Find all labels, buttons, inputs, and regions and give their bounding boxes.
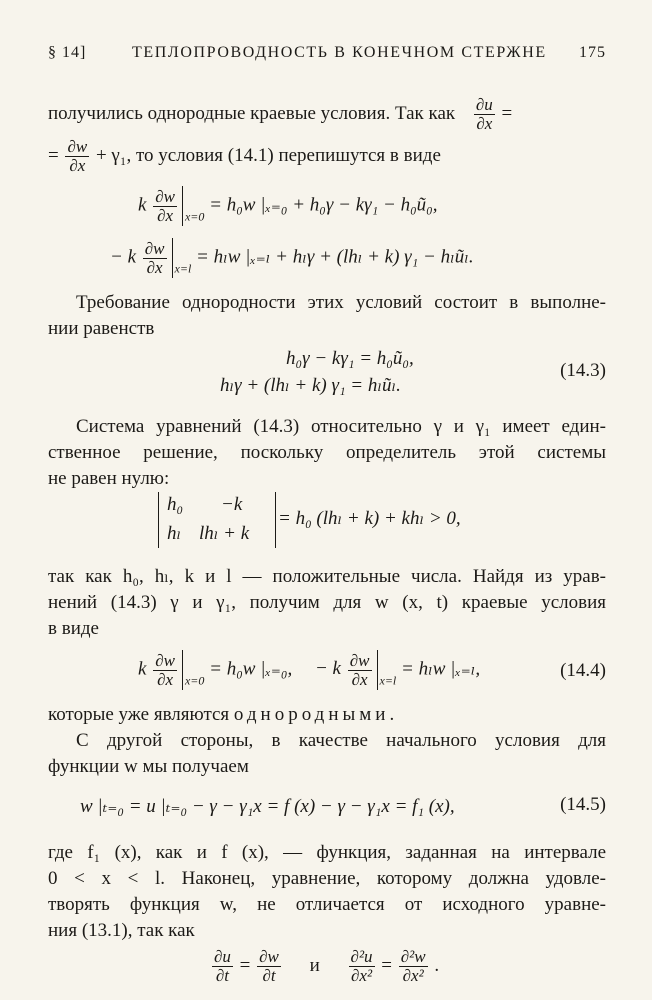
fraction: $\frac{\partial u}{\partial x}$	[475, 95, 493, 133]
equation-14-5: w |ₜ₌₀ = u |ₜ₌₀ − γ − γ₁x = f (x) − γ − γ₁x = f₁ (x),	[80, 796, 455, 817]
equation-14-4: k $\frac{\partial w}{\partial x}$ $_{x=0}$ = h₀w |ₓ₌₀, − k $\frac{\partial w}{\partial x}$ $_{x=l}$ = hₗw |ₓ₌ₗ,	[138, 650, 481, 689]
running-title: ТЕПЛОПРОВОДНОСТЬ В КОНЕЧНОМ СТЕРЖНЕ	[132, 44, 547, 61]
text-line: Система уравнений (14.3) относительно γ и γ₁ имеет един-	[76, 416, 606, 437]
text-line: ния (13.1), так как	[48, 920, 195, 941]
equation-number: (14.3)	[560, 360, 606, 381]
equation-boundary-1: k $\frac{\partial w}{\partial x}$ $_{x=0}$ = h₀w |ₓ₌₀ + h₀γ − kγ₁ − h₀ũ₀,	[138, 186, 438, 225]
text-line: ственное решение, поскольку определитель этой системы	[48, 442, 606, 463]
equation-number: (14.5)	[560, 794, 606, 815]
text-line: нии равенств	[48, 318, 155, 339]
fraction: $\frac{\text{∂²u}}{\text{∂x²}}$	[350, 947, 373, 985]
text-line: получились однородные краевые условия. Так как $\frac{\partial u}{\partial x}$ =	[48, 95, 513, 133]
fraction: $\frac{\partial w}{\partial x}$	[155, 186, 175, 225]
page-number: 175	[579, 44, 606, 61]
determinant-value: = h₀ (lhₗ + k) + khₗ > 0,	[278, 508, 461, 529]
eval-bar	[172, 238, 173, 278]
text-line: функции w мы получаем	[48, 756, 249, 777]
eval-bar	[182, 186, 183, 226]
text-line: в виде	[48, 618, 99, 639]
determinant: h₀ −k hₗ lhₗ + k	[158, 492, 276, 548]
text-line: = $\frac{\partial w}{\partial x}$ + γ₁, то условия (14.1) перепишутся в виде	[48, 137, 441, 175]
text-line: нений (14.3) γ и γ₁, получим для w (x, t) краевые условия	[48, 592, 606, 613]
fraction: $\frac{\partial w}{\partial t}$	[259, 947, 279, 985]
fraction: $\frac{\partial w}{\partial x}$	[349, 650, 370, 689]
eval-bar	[377, 650, 378, 690]
equation-final: $\frac{\partial u}{\partial t}$ = $\frac{\partial w}{\partial t}$ и $\frac{\text{∂²u}}{\text{∂x²}}$ = $\frac{\text{∂²w}}{\text{∂x²}}$ .	[214, 947, 440, 985]
text-line: С другой стороны, в качестве начального условия для	[76, 730, 606, 751]
text-line: не равен нулю:	[48, 468, 170, 489]
system-eq-2: hₗγ + (lhₗ + k) γ₁ = hₗũₗ.	[220, 375, 401, 396]
text-line: Требование однородности этих условий состоит в выполне-	[76, 292, 606, 313]
fraction: $\frac{\partial u}{\partial t}$	[214, 947, 231, 985]
text-line: так как h₀, hₗ, k и l — положительные числа. Найдя из урав-	[48, 566, 606, 587]
text-line: которые уже являются однородными.	[48, 704, 399, 725]
system-eq-1: h₀γ − kγ₁ = h₀ũ₀,	[286, 348, 414, 369]
equation-number: (14.4)	[560, 660, 606, 681]
eval-bar	[182, 650, 183, 690]
fraction: $\frac{\text{∂²w}}{\text{∂x²}}$	[400, 947, 426, 985]
text-line: где f₁ (x), как и f (x), — функция, заданная на интервале	[48, 842, 606, 863]
text-line: творять функция w, не отличается от исходного уравне-	[48, 894, 606, 915]
text-line: 0 < x < l. Наконец, уравнение, которому должна удовле-	[48, 868, 606, 889]
section-marker: § 14]	[48, 44, 87, 61]
fraction: $\frac{\partial w}{\partial x}$	[67, 137, 88, 175]
equation-boundary-2: − k $\frac{\partial w}{\partial x}$ $_{x=l}$ = hₗw |ₓ₌ₗ + hₗγ + (lhₗ + k) γ₁ − hₗũₗ.	[110, 238, 474, 277]
fraction: $\frac{\partial w}{\partial x}$	[155, 650, 175, 689]
fraction: $\frac{\partial w}{\partial x}$	[144, 238, 165, 277]
